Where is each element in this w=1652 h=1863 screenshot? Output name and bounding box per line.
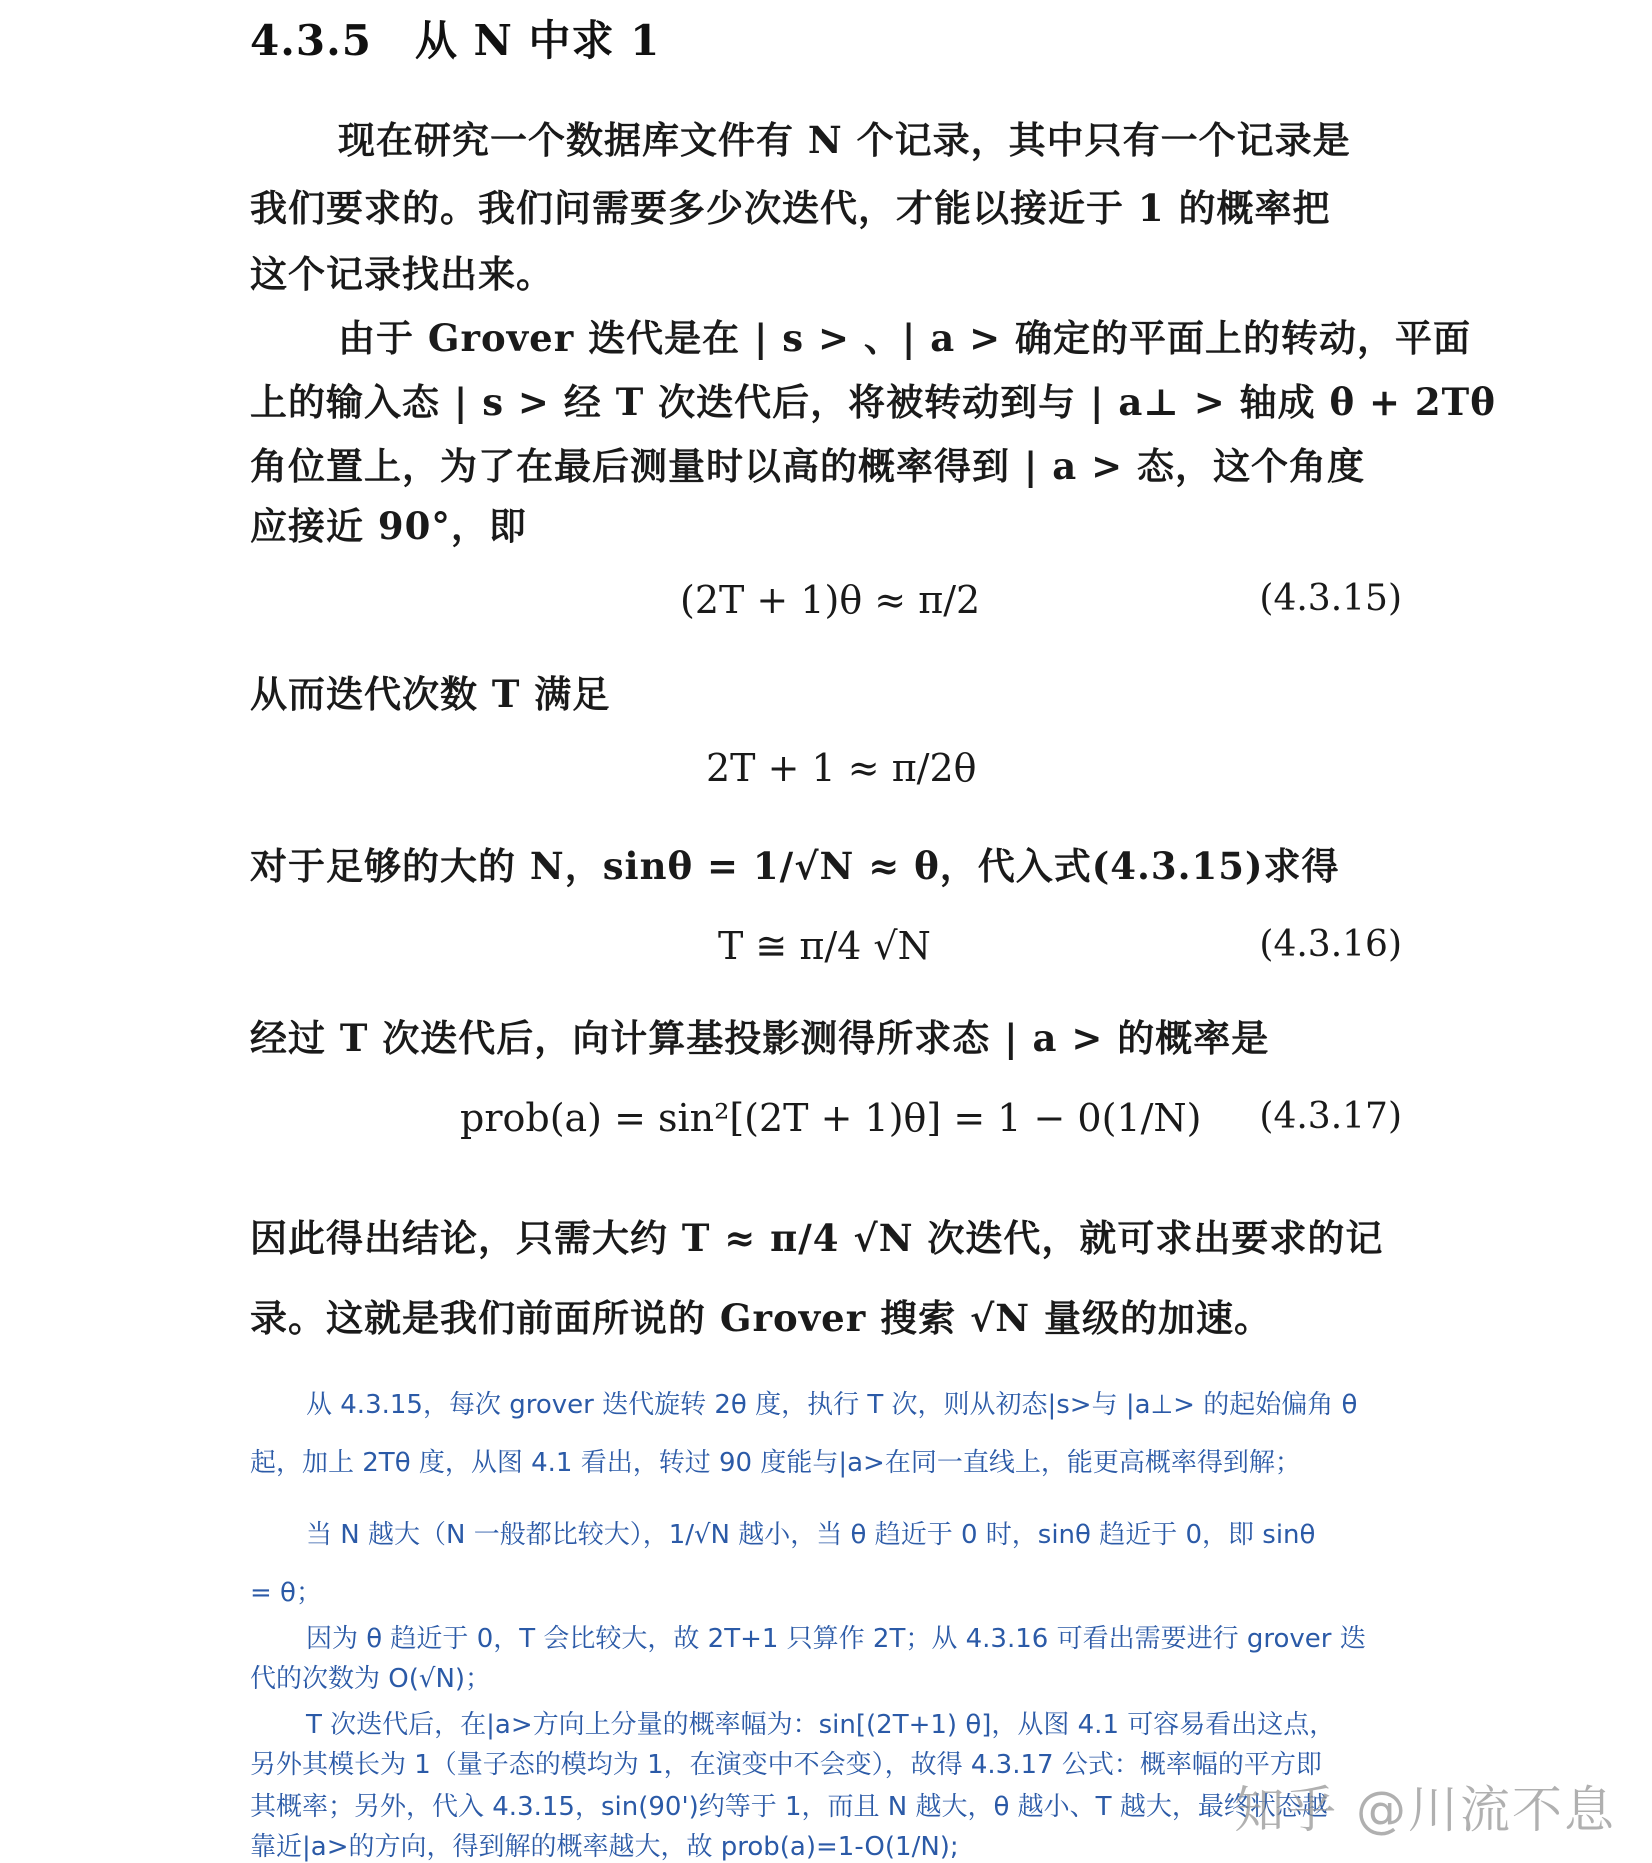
equation-number-4-3-15: (4.3.15) xyxy=(1259,578,1402,619)
paragraph-line-7: 应接近 90°，即 xyxy=(250,504,527,548)
equation-4-3-15: (2T + 1)θ ≈ π/2 xyxy=(680,578,981,622)
note-line-8: 另外其模长为 1（量子态的模均为 1，在演变中不会变），故得 4.3.17 公式：概率幅的平方即 xyxy=(250,1750,1322,1780)
paragraph-line-3: 这个记录找出来。 xyxy=(250,252,554,296)
paragraph-line-1: 现在研究一个数据库文件有 N 个记录，其中只有一个记录是 xyxy=(338,118,1351,162)
equation-number-4-3-17: (4.3.17) xyxy=(1259,1096,1402,1137)
note-line-2: 起，加上 2Tθ 度，从图 4.1 看出，转过 90 度能与|a>在同一直线上，能更高概率得到解； xyxy=(250,1448,1301,1478)
note-line-7: T 次迭代后，在|a>方向上分量的概率幅为：sin[(2T+1) θ]，从图 4.1 可容易看出这点， xyxy=(306,1710,1336,1740)
paragraph-line-6: 角位置上，为了在最后测量时以高的概率得到 | a > 态，这个角度 xyxy=(250,444,1365,488)
paragraph-line-10: 经过 T 次迭代后，向计算基投影测得所求态 | a > 的概率是 xyxy=(250,1016,1270,1060)
note-line-9: 其概率；另外，代入 4.3.15，sin(90')约等于 1，而且 N 越大，θ 越小、T 越大，最终状态越 xyxy=(250,1792,1328,1822)
note-line-4: = θ； xyxy=(250,1578,322,1608)
paragraph-line-8: 从而迭代次数 T 满足 xyxy=(250,672,611,716)
equation-2t-plus-1: 2T + 1 ≈ π/2θ xyxy=(706,746,977,790)
note-line-3: 当 N 越大（N 一般都比较大），1/√N 越小，当 θ 趋近于 0 时，sinθ 趋近于 0，即 sinθ xyxy=(306,1520,1316,1550)
note-line-1: 从 4.3.15，每次 grover 迭代旋转 2θ 度，执行 T 次，则从初态|s>与 |a⊥> 的起始偏角 θ xyxy=(306,1390,1358,1420)
section-title: 4.3.5 从 N 中求 1 xyxy=(250,16,661,65)
note-line-10: 靠近|a>的方向，得到解的概率越大，故 prob(a)=1-O(1/N); xyxy=(250,1832,959,1862)
equation-number-4-3-16: (4.3.16) xyxy=(1259,924,1402,965)
paragraph-line-9: 对于足够的大的 N，sinθ = 1/√N ≈ θ，代入式(4.3.15)求得 xyxy=(250,844,1340,888)
paragraph-line-5: 上的输入态 | s > 经 T 次迭代后，将被转动到与 | a⊥ > 轴成 θ + 2Tθ xyxy=(250,380,1496,424)
paragraph-line-12: 录。这就是我们前面所说的 Grover 搜索 √N 量级的加速。 xyxy=(250,1296,1272,1340)
paragraph-line-2: 我们要求的。我们问需要多少次迭代，才能以接近于 1 的概率把 xyxy=(250,186,1331,230)
equation-4-3-16: T ≅ π/4 √N xyxy=(718,924,931,968)
paragraph-line-11: 因此得出结论，只需大约 T ≈ π/4 √N 次迭代，就可求出要求的记 xyxy=(250,1216,1384,1260)
paragraph-line-4: 由于 Grover 迭代是在 | s > 、| a > 确定的平面上的转动，平面 xyxy=(338,316,1471,360)
note-line-6: 代的次数为 O(√N)； xyxy=(250,1664,492,1694)
equation-4-3-17: prob(a) = sin²[(2T + 1)θ] = 1 − 0(1/N) xyxy=(460,1096,1202,1140)
note-line-5: 因为 θ 趋近于 0，T 会比较大，故 2T+1 只算作 2T；从 4.3.16 可看出需要进行 grover 迭 xyxy=(306,1624,1366,1654)
watermark: 知乎 @川流不息 xyxy=(1234,1781,1616,1839)
